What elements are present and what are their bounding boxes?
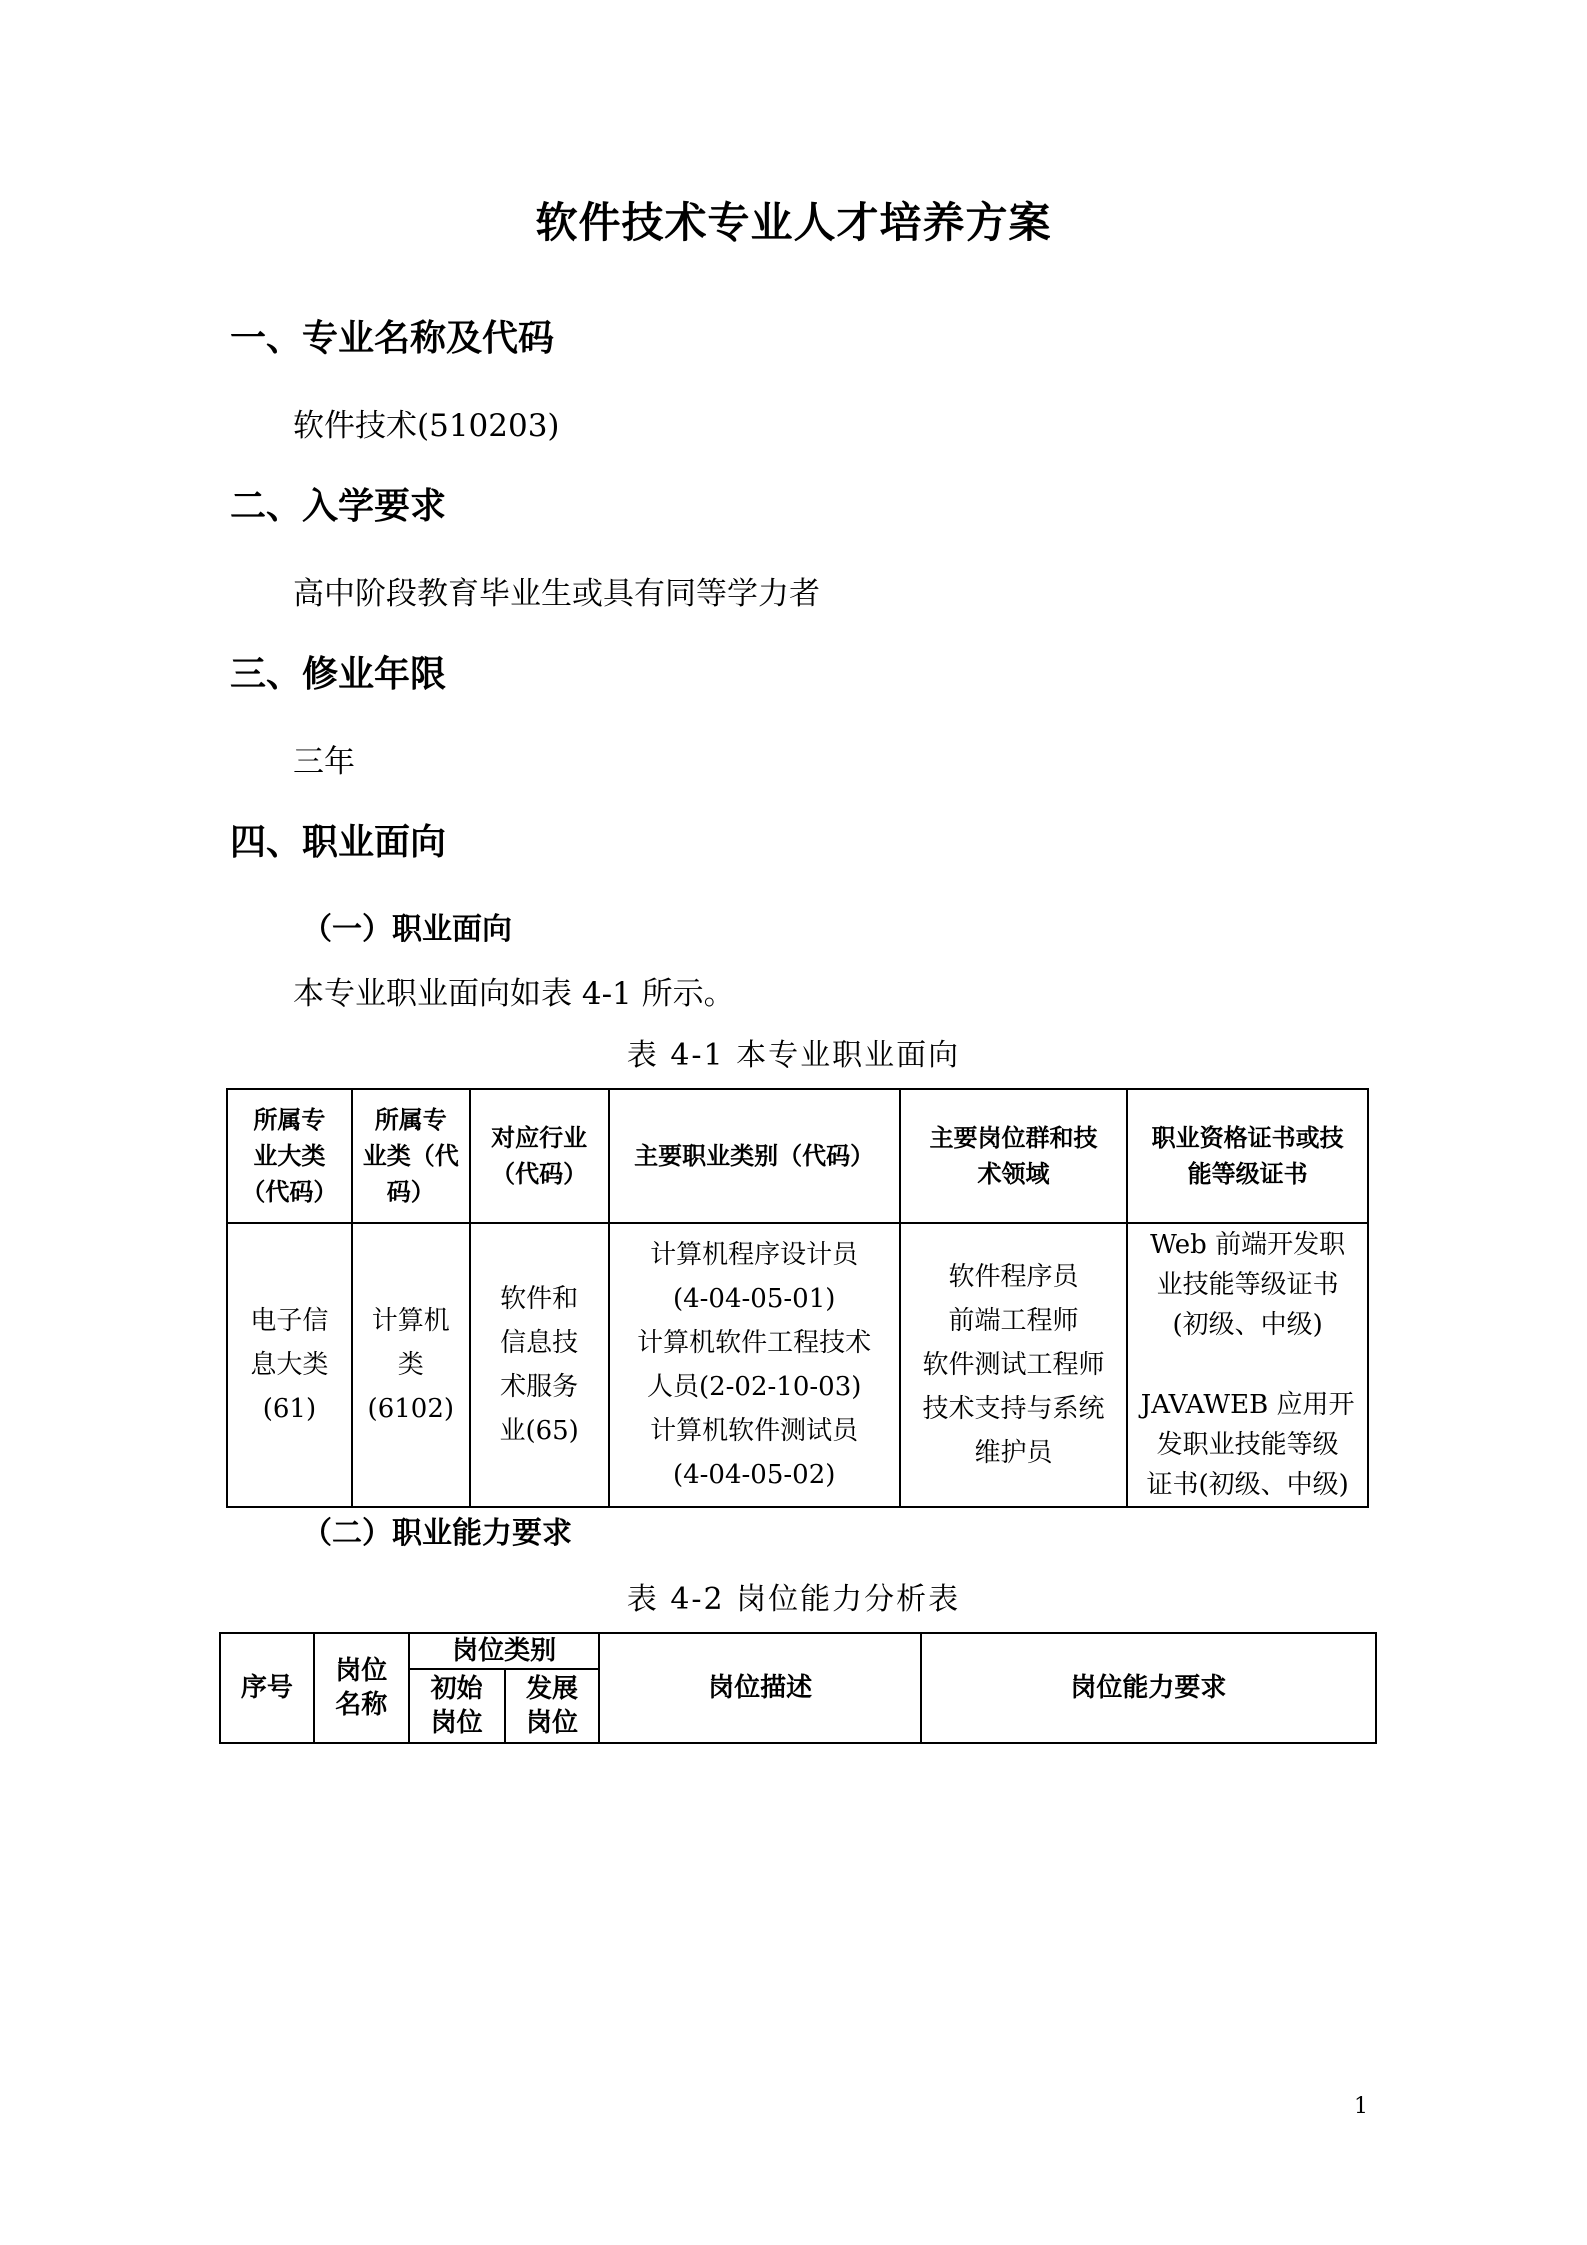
cell-post-group: 软件程序员 前端工程师 软件测试工程师 技术支持与系统 维护员: [900, 1223, 1127, 1507]
cell-major-class: 计算机 类 (6102): [352, 1223, 470, 1507]
subheading-ability: （二）职业能力要求: [302, 1516, 572, 1551]
header-industry: 对应行业 （代码）: [470, 1089, 609, 1223]
page-title: 软件技术专业人才培养方案: [535, 198, 1052, 247]
heading-study-years: 三、修业年限: [230, 654, 447, 695]
heading-career: 四、职业面向: [230, 822, 447, 863]
header-major-class: 所属专 业类（代 码）: [352, 1089, 470, 1223]
cell-industry: 软件和 信息技 术服务 业(65): [470, 1223, 609, 1507]
header-post-name: 岗位 名称: [314, 1633, 409, 1743]
header-post-category: 岗位类别: [409, 1633, 600, 1669]
ability-table: [219, 1632, 1377, 1744]
table1-caption: 表 4-1 本专业职业面向: [626, 1038, 961, 1073]
study-years-text: 三年: [293, 744, 355, 780]
table-header-row: [227, 1089, 1368, 1223]
header-post-ability: 岗位能力要求: [921, 1633, 1376, 1743]
header-post-group: 主要岗位群和技 术领域: [900, 1089, 1127, 1223]
header-seq: 序号: [220, 1633, 314, 1743]
header-post-description: 岗位描述: [599, 1633, 920, 1743]
header-initial-post: 初始 岗位: [409, 1669, 505, 1743]
admission-text: 高中阶段教育毕业生或具有同等学力者: [293, 576, 820, 612]
header-occupation: 主要职业类别（代码）: [609, 1089, 900, 1223]
table-row: [227, 1223, 1368, 1507]
page-number: 1: [1354, 2094, 1368, 2119]
header-major-category: 所属专 业大类 （代码）: [227, 1089, 352, 1223]
major-code-text: 软件技术(510203): [293, 408, 560, 444]
header-develop-post: 发展 岗位: [505, 1669, 600, 1743]
career-intro-text: 本专业职业面向如表 4-1 所示。: [293, 976, 735, 1012]
heading-admission: 二、入学要求: [230, 486, 447, 527]
header-certificate: 职业资格证书或技 能等级证书: [1127, 1089, 1368, 1223]
subheading-career: （一）职业面向: [302, 912, 512, 947]
heading-major-name: 一、专业名称及代码: [230, 318, 555, 359]
cell-certificate: Web 前端开发职 业技能等级证书 (初级、中级) JAVAWEB 应用开 发职业技能等级 证书(初级、中级): [1127, 1223, 1368, 1507]
table-header-row: [220, 1633, 1376, 1669]
cell-occupation: 计算机程序设计员 (4-04-05-01) 计算机软件工程技术 人员(2-02-10-03) 计算机软件测试员 (4-04-05-02): [609, 1223, 900, 1507]
career-table: [226, 1088, 1369, 1508]
table2-caption: 表 4-2 岗位能力分析表: [626, 1582, 961, 1617]
cell-major-category: 电子信 息大类 (61): [227, 1223, 352, 1507]
